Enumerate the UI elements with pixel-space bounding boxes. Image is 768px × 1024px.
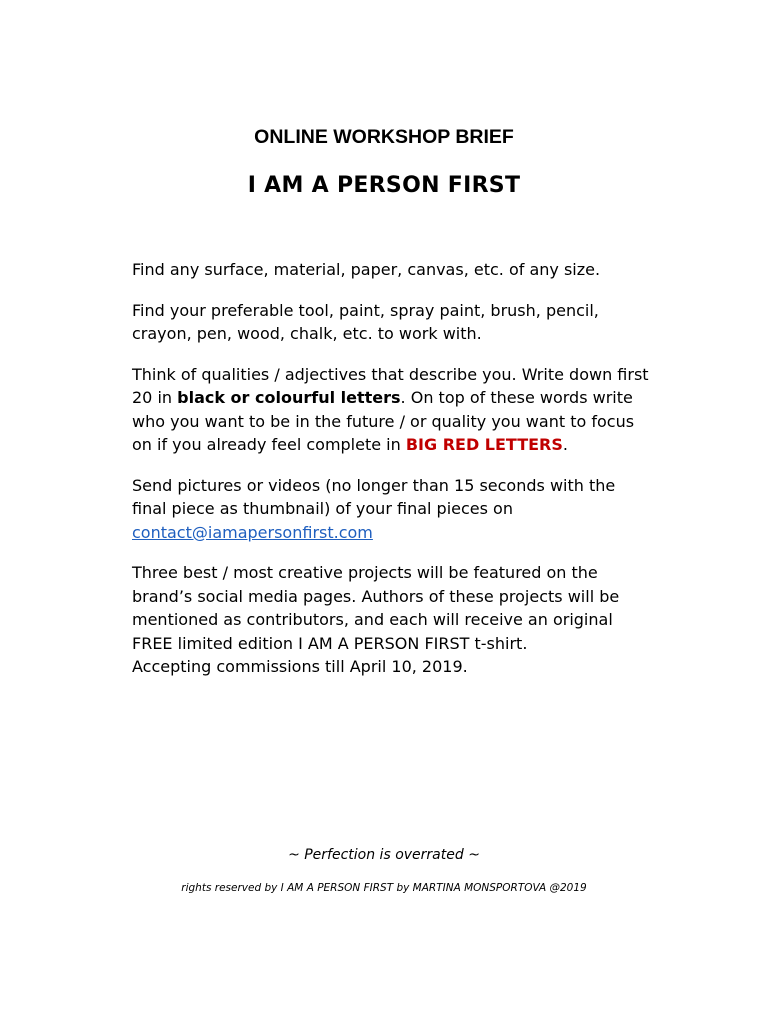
paragraph-surface: Find any surface, material, paper, canvas, etc. of any size. — [132, 260, 601, 279]
document-heading: I AM A PERSON FIRST — [247, 173, 521, 198]
rights-notice: rights reserved by I AM A PERSON FIRST by MARTINA MONSPORTOVA @2019 — [181, 882, 587, 894]
bold-phrase: black or colourful letters — [177, 388, 401, 407]
brief-body — [132, 258, 652, 679]
paragraph-rewards — [132, 561, 652, 679]
qualities-text-2: . On top of these words write who you want to be in the future / or quality you want to focus on if you already feel complete in — [132, 388, 635, 454]
red-bold-phrase: BIG RED LETTERS — [405, 435, 563, 454]
contact-email-link[interactable]: contact@iamapersonfirst.com — [132, 522, 373, 542]
motto: ~ Perfection is overrated ~ — [288, 847, 480, 863]
document-title: ONLINE WORKSHOP BRIEF — [254, 126, 514, 148]
qualities-text-1: Think of qualities / adjectives that describe you. Write down first 20 in — [132, 364, 649, 407]
qualities-text-3: . — [562, 435, 568, 454]
paragraph-qualities — [132, 363, 652, 457]
rewards-text: Three best / most creative projects will be featured on the brand’s social media pages. Authors of these projects will be mentioned as contributors, and each will receive an original FREE limited edition I AM A PERSON FIRST t-shirt. — [132, 563, 620, 653]
paragraph-submission — [132, 474, 652, 545]
paragraph-tools: Find your preferable tool, paint, spray paint, brush, pencil, crayon, pen, wood, chalk, etc. to work with. — [132, 300, 599, 343]
submission-text: Send pictures or videos (no longer than 15 seconds with the final piece as thumbnail) of your final pieces on — [132, 475, 616, 518]
deadline-text: Accepting commissions till April 10, 2019. — [132, 657, 468, 676]
